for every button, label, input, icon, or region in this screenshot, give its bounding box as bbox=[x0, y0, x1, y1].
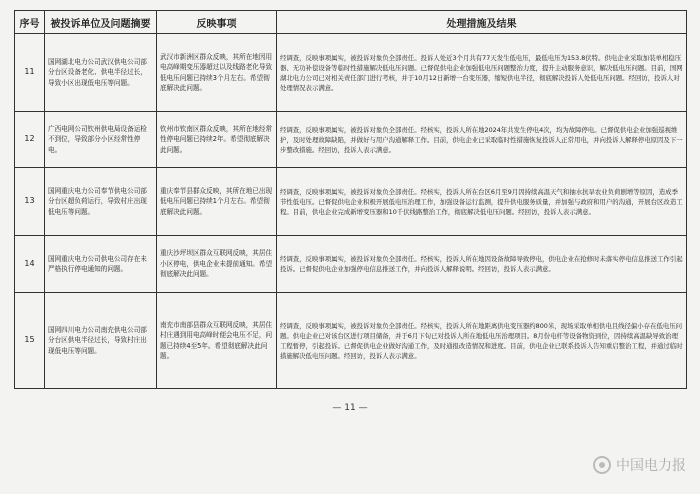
row-issue: 钦州市钦南区群众反映，其所在地经常性停电问题已持续2年。希望彻底解决此问题。 bbox=[157, 112, 277, 168]
row-result: 经调查，反映事项属实，被投诉对象负全部责任。投诉人处近3个月共有77天发生低电压，最低电压为153.8伏特。供电企业采取加装单相稳压器、无功补偿设备等临时性措施解决低电压问题。已督促供电企业加强低电压问题整治力度，提升主动服务意识，解决低电压问题。目前，国网湖北电力公司已对相关责任部门进行考核，并于10月12日新增一台变压器，缩短供电半径，彻底解决投诉人处低电压问题。经回访，投诉人对处理情况表示满意。 bbox=[277, 34, 687, 112]
row-issue: 重庆沙坪坝区群众互联网反映，其居住小区停电，供电企业未提前通知。希望彻底解决此问题。 bbox=[157, 236, 277, 293]
row-no: 13 bbox=[15, 168, 45, 236]
row-result: 经调查，反映事项属实，被投诉对象负全部责任。经核实，投诉人所在地2024年共发生停电4次，均为故障停电。已督促供电企业加强巡视维护，及时处理故障缺陷，并做好与用户沟通解释工作。目前，供电企业已采取临时性措施恢复投诉人正常用电，并向投诉人解释停电原因及下一步整改措施。经回访，投诉人表示满意。 bbox=[277, 112, 687, 168]
table-row bbox=[15, 293, 687, 389]
row-unit: 国网重庆电力公司奉节供电公司部分台区超负荷运行，导致村庄出现低电压等问题。 bbox=[45, 168, 157, 236]
row-result: 经调查，反映事项属实，被投诉对象负全部责任。经核实，投诉人所在地因设备故障导致停电，供电企业在抢修时未落实停电信息推送工作引起投诉。已督促供电企业加强停电信息推送工作，并向投诉人解释说明。经回访，投诉人表示满意。 bbox=[277, 236, 687, 293]
table-row bbox=[15, 236, 687, 293]
table-header-row bbox=[15, 11, 687, 34]
header-result: 处理措施及结果 bbox=[277, 11, 687, 34]
row-result: 经调查，反映事项属实，被投诉对象负全部责任。经核实，投诉人所在地距离供电变压器约800米，现场采取单相供电且线径偏小存在低电压问题。供电企业已对该台区进行项目储备，并于6月下旬已对投诉人所在地低电压治理项目。8月份电杆等设备物资到位，因持续高温缺导致治理工程暂停，引起投诉。已督促供电企业做好沟通工作，及时通报改造情况和进度。目前，供电企业已联系投诉人告知重启整治工程，并通过临时措施解决低电压问题。经回访，投诉人表示满意。 bbox=[277, 293, 687, 389]
row-unit: 国网四川电力公司南充供电公司部分台区供电半径过长，导致村庄出现低电压等问题。 bbox=[45, 293, 157, 389]
row-issue: 重庆奉节县群众反映，其所在地已出现低电压问题已持续1个月左右。希望彻底解决此问题。 bbox=[157, 168, 277, 236]
row-issue: 南充市南部县群众互联网反映，其居住村庄遇到用电高峰时便会电压不足，问题已持续4至5年。希望彻底解决此问题。 bbox=[157, 293, 277, 389]
watermark-text: 中国电力报 bbox=[616, 458, 686, 474]
row-result: 经调查，反映事项属实，被投诉对象负全部责任。经核实，投诉人所在台区6月至9月因持续高温天气和抽水抗旱农业负荷剧增等原因，造成季节性低电压。已督促供电企业积极开展低电压治理工作，加强设备运行监测，提升供电服务质量，并加强与政府和用户的沟通，开展台区改造工程。目前，供电企业完成新增变压器和10千伏线路整治工作，彻底解决低电压问题。经回访，投诉人表示满意。 bbox=[277, 168, 687, 236]
table-row bbox=[15, 34, 687, 112]
row-issue: 武汉市新洲区群众反映，其所在地因用电高峰期变压器超过以及线路老化导致低电压问题已持续3个月左右。希望彻底解决此问题。 bbox=[157, 34, 277, 112]
row-no: 15 bbox=[15, 293, 45, 389]
watermark bbox=[593, 455, 686, 475]
row-unit: 广西电网公司钦州供电局设备运检不到位，导致部分小区经常性停电。 bbox=[45, 112, 157, 168]
row-unit: 国网重庆电力公司供电公司存在未严格执行停电通知的问题。 bbox=[45, 236, 157, 293]
row-no: 11 bbox=[15, 34, 45, 112]
row-unit: 国网湖北电力公司武汉供电公司部分台区设备老化、供电半径过长，导致小区出现低电压等问题。 bbox=[45, 34, 157, 112]
row-no: 14 bbox=[15, 236, 45, 293]
row-no: 12 bbox=[15, 112, 45, 168]
complaint-table bbox=[14, 10, 687, 389]
header-unit: 被投诉单位及问题摘要 bbox=[45, 11, 157, 34]
weibo-icon bbox=[593, 456, 611, 474]
header-no: 序号 bbox=[15, 11, 45, 34]
header-issue: 反映事项 bbox=[157, 11, 277, 34]
table-row bbox=[15, 168, 687, 236]
page-number: — 11 — bbox=[332, 403, 368, 413]
table-row bbox=[15, 112, 687, 168]
